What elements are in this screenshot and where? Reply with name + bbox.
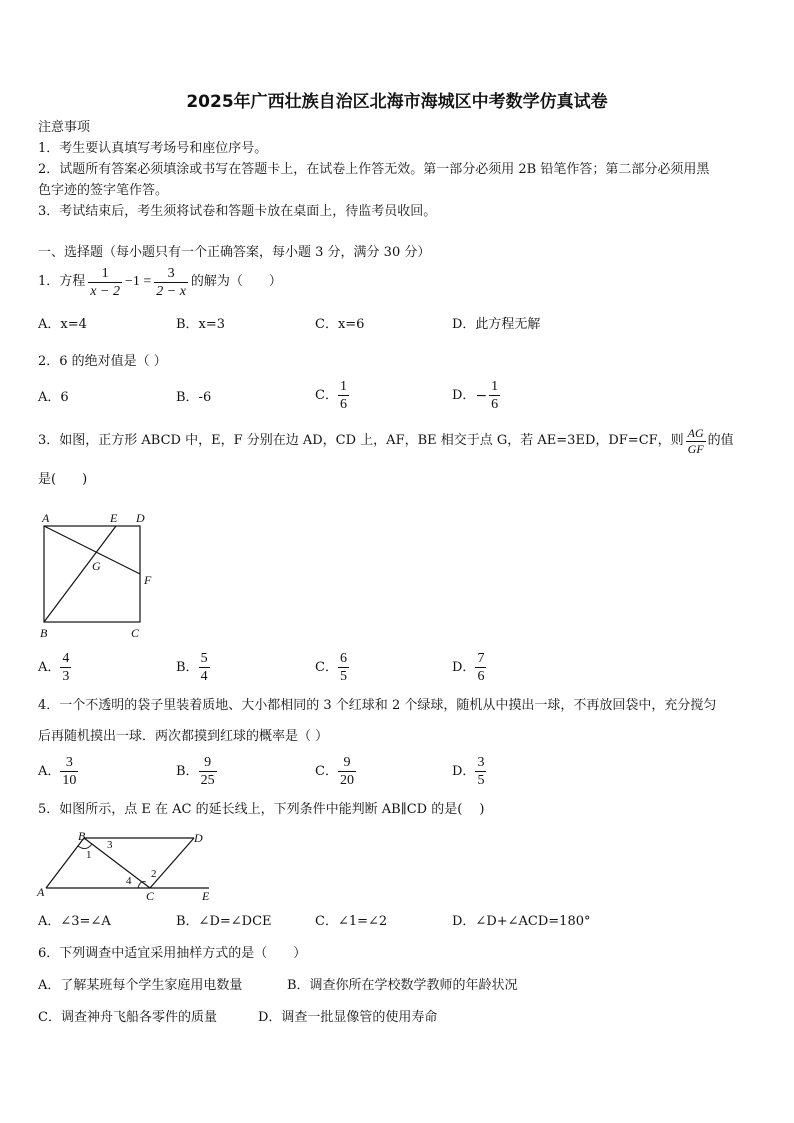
q3-a-denominator: 3 <box>62 669 70 684</box>
segment-bc <box>84 838 150 888</box>
q4-option-a <box>38 754 78 789</box>
q2-c-numerator: 1 <box>339 379 347 394</box>
question-6-stem: 6．下列调查中适宜采用抽样方式的是（ ） <box>38 946 307 961</box>
q4-b-denominator: 25 <box>200 773 215 788</box>
q3-option-b <box>176 650 210 685</box>
q3-option-d <box>452 650 486 685</box>
q1-f2-numerator: 3 <box>167 265 175 281</box>
q3-ratio-denominator: GF <box>687 441 704 456</box>
q2-d-numerator: 1 <box>491 379 499 394</box>
q3-d-label: D． <box>452 659 476 675</box>
q2-d-minus: − <box>475 387 488 404</box>
label-e: E <box>110 511 118 525</box>
q5-option-c: C．∠1=∠2 <box>315 914 388 929</box>
notice-heading: 注意事项 <box>38 120 91 135</box>
notice-item-3: 3．考试结束后，考生须将试卷和答题卡放在桌面上，待监考员收回。 <box>38 204 437 219</box>
q1-fraction-2 <box>154 265 188 300</box>
q3-b-label: B． <box>176 659 199 675</box>
label-angle-2: 2 <box>151 868 157 880</box>
label-e: E <box>202 889 210 903</box>
q3-d-numerator: 7 <box>477 651 485 666</box>
q3-c-denominator: 5 <box>339 669 347 684</box>
label-b: B <box>40 626 48 640</box>
q4-d-denominator: 5 <box>477 773 485 788</box>
q3-ratio-fraction <box>686 426 706 457</box>
question-5-stem: 5．如图所示，点 E 在 AC 的延长线上，下列条件中能判断 AB∥CD 的是( ) <box>38 802 485 817</box>
q3-option-a <box>38 650 71 685</box>
q4-b-label: B． <box>176 763 199 779</box>
section-heading: 一、选择题（每小题只有一个正确答案，每小题 3 分，满分 30 分） <box>38 245 431 260</box>
q2-d-denominator: 6 <box>491 397 499 412</box>
q2-option-d <box>452 378 500 413</box>
q4-option-c <box>315 754 356 789</box>
q1-fraction-1 <box>88 265 122 300</box>
q2-d-fraction <box>489 378 500 413</box>
q3-a-numerator: 4 <box>62 651 70 666</box>
q2-c-fraction <box>338 378 349 413</box>
question-3-stem <box>38 423 734 459</box>
question-4-line1: 4．一个不透明的袋子里装着质地、大小都相同的 3 个红球和 2 个绿球，随机从中摸出一球，不再放回袋中，充分搅匀 <box>38 698 717 713</box>
q4-b-fraction <box>199 754 217 789</box>
label-angle-3: 3 <box>107 839 113 851</box>
q3-a-fraction <box>60 650 71 685</box>
label-f: F <box>144 573 152 587</box>
q3-b-fraction <box>199 650 210 685</box>
q1-prefix: 1．方程 <box>38 274 86 289</box>
notice-item-2b: 色字迹的签字笔作答。 <box>38 183 169 198</box>
q4-b-numerator: 9 <box>204 755 212 770</box>
q4-c-label: C． <box>315 763 338 779</box>
q3-b-denominator: 4 <box>200 669 208 684</box>
q4-d-fraction <box>475 754 486 789</box>
q5-parallelogram-figure <box>34 826 224 906</box>
q4-option-d <box>452 754 486 789</box>
q2-d-label: D． <box>452 387 476 403</box>
q3-c-label: C． <box>315 659 338 675</box>
q3-a-label: A． <box>38 659 61 675</box>
q4-c-denominator: 20 <box>339 773 354 788</box>
q3-b-numerator: 5 <box>200 651 208 666</box>
q1-f1-denominator: x − 2 <box>90 283 120 299</box>
q3-d-denominator: 6 <box>477 669 485 684</box>
label-g: G <box>92 559 101 573</box>
q5-option-b: B．∠D=∠DCE <box>176 914 272 929</box>
q3-stem-text: 3．如图，正方形 ABCD 中，E，F 分别在边 AD，CD 上，AF，BE 相交于点 G，若 AE=3ED，DF=CF，则 <box>38 433 684 448</box>
q1-option-b: B．x=3 <box>176 317 226 332</box>
q6-option-c: C．调查神舟飞船各零件的质量 <box>38 1010 217 1025</box>
label-c: C <box>131 626 140 640</box>
q6-option-d: D．调查一批显像管的使用寿命 <box>258 1010 438 1025</box>
q4-d-numerator: 3 <box>477 755 485 770</box>
q1-option-c: C．x=6 <box>315 317 365 332</box>
q6-option-b: B．调查你所在学校数学教师的年龄状况 <box>287 978 518 993</box>
question-2-stem: 2．6 的绝对值是（ ） <box>38 354 167 369</box>
q4-c-fraction <box>338 754 356 789</box>
q4-a-label: A． <box>38 763 61 779</box>
segment-ab <box>46 838 84 888</box>
q2-option-a: A．6 <box>38 390 69 405</box>
q4-a-denominator: 10 <box>62 773 77 788</box>
label-a: A <box>37 885 45 899</box>
angle-1-arc <box>78 844 92 849</box>
q3-option-c <box>315 650 349 685</box>
notice-item-2a: 2．试题所有答案必须填涂或书写在答题卡上，在试卷上作答无效。第一部分必须用 2B 铅笔作答；第二部分必须用黑 <box>38 162 710 177</box>
label-d: D <box>194 831 203 845</box>
q1-f1-numerator: 1 <box>101 265 109 281</box>
label-a: A <box>42 511 50 525</box>
label-angle-1: 1 <box>86 849 92 861</box>
q3-ratio-numerator: AG <box>687 425 704 440</box>
q4-d-label: D． <box>452 763 476 779</box>
q2-option-c <box>315 378 349 413</box>
q5-option-a: A．∠3=∠A <box>38 914 111 929</box>
q1-suffix: 的解为（ ） <box>190 274 282 289</box>
q4-option-b <box>176 754 217 789</box>
q3-c-numerator: 6 <box>339 651 347 666</box>
q1-middle: −1 = <box>124 274 152 289</box>
question-1-stem <box>38 264 282 300</box>
q1-f2-denominator: 2 − x <box>156 283 186 299</box>
q1-option-d: D．此方程无解 <box>452 317 541 332</box>
notice-item-1: 1．考生要认真填写考场号和座位序号。 <box>38 141 268 156</box>
square-abcd <box>44 526 140 622</box>
q1-option-a: A．x=4 <box>38 317 87 332</box>
q3-stem-suffix: 的值 <box>707 433 734 448</box>
question-4-line2: 后再随机摸出一球．两次都摸到红球的概率是（ ） <box>38 729 329 744</box>
q2-c-denominator: 6 <box>339 397 347 412</box>
q3-d-fraction <box>475 650 486 685</box>
q4-a-numerator: 3 <box>65 755 73 770</box>
label-angle-4: 4 <box>126 875 132 887</box>
q3-stem-line2: 是( ) <box>38 472 88 487</box>
label-b: B <box>78 829 86 843</box>
segment-be <box>44 526 116 622</box>
label-c: C <box>146 889 155 903</box>
q3-square-figure <box>36 508 166 642</box>
q5-option-d: D．∠D+∠ACD=180° <box>452 914 591 929</box>
segment-dc <box>150 838 194 888</box>
label-d: D <box>136 511 145 525</box>
q2-option-b: B．-6 <box>176 390 212 405</box>
q4-a-fraction <box>60 754 78 789</box>
page-title: 2025年广西壮族自治区北海市海城区中考数学仿真试卷 <box>186 92 608 112</box>
q4-c-numerator: 9 <box>343 755 351 770</box>
q3-c-fraction <box>338 650 349 685</box>
q2-c-label: C． <box>315 387 338 403</box>
q6-option-a: A．了解某班每个学生家庭用电数量 <box>38 978 243 993</box>
